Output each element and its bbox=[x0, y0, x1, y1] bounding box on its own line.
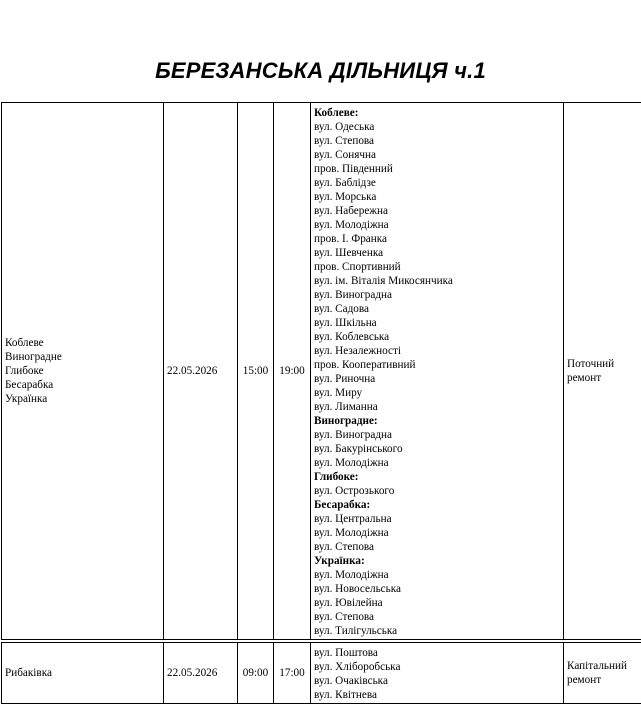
street-name: вул. Очаківська bbox=[314, 675, 388, 687]
street-name: вул. Коблевська bbox=[314, 331, 390, 343]
settlement-name: Рибаківка bbox=[5, 667, 52, 679]
table-row bbox=[2, 643, 641, 704]
street-name: вул. Степова bbox=[314, 541, 375, 553]
table-row bbox=[2, 103, 641, 640]
street-name: вул. Степова bbox=[314, 135, 375, 147]
locality-heading: Глибоке: bbox=[314, 471, 359, 483]
street-name: вул. Одеська bbox=[314, 121, 375, 133]
street-name: вул. Миру bbox=[314, 387, 363, 399]
locality-heading: Українка: bbox=[314, 555, 365, 567]
street-name: вул. Молодіжна bbox=[314, 457, 389, 469]
street-name: вул. Ювілейна bbox=[314, 597, 383, 609]
street-name: вул. Молодіжна bbox=[314, 527, 389, 539]
street-name: вул. Лиманна bbox=[314, 401, 378, 413]
street-name: вул. Центральна bbox=[314, 513, 392, 525]
work-type-text: ремонт bbox=[567, 372, 602, 384]
date-cell: 22.05.2026 bbox=[164, 103, 238, 640]
street-name: вул. Шевченка bbox=[314, 247, 384, 259]
street-name: вул. Незалежності bbox=[314, 345, 401, 357]
street-name: вул. Бакурінського bbox=[314, 443, 403, 455]
streets-cell bbox=[311, 103, 564, 640]
work-type-text: Капітальний bbox=[567, 660, 627, 672]
street-name: вул. Набережна bbox=[314, 205, 388, 217]
outage-schedule-table bbox=[1, 102, 641, 704]
time-from-cell: 15:00 bbox=[238, 103, 274, 640]
page-title: БЕРЕЗАНСЬКА ДІЛЬНИЦЯ ч.1 bbox=[155, 58, 486, 83]
street-name: вул. Шкільна bbox=[314, 317, 377, 329]
street-name: вул. Виноградна bbox=[314, 429, 393, 441]
street-name: пров. І. Франка bbox=[314, 233, 387, 245]
street-name: пров. Спортивний bbox=[314, 261, 401, 273]
time-to-cell: 17:00 bbox=[274, 643, 311, 704]
work-type-text: ремонт bbox=[567, 674, 602, 686]
settlements-cell bbox=[2, 643, 164, 704]
street-name: пров. Кооперативний bbox=[314, 359, 416, 371]
settlement-name: Коблеве bbox=[5, 337, 44, 349]
locality-heading: Коблеве: bbox=[314, 107, 359, 119]
work-type-cell bbox=[564, 103, 641, 640]
street-name: вул. Острозького bbox=[314, 485, 395, 497]
settlement-name: Глибоке bbox=[5, 365, 44, 377]
street-name: вул. Садова bbox=[314, 303, 369, 315]
street-name: вул. Хліборобська bbox=[314, 661, 401, 673]
settlement-name: Виноградне bbox=[5, 351, 62, 363]
street-name: вул. Баблідзе bbox=[314, 177, 376, 189]
street-name: вул. Риночна bbox=[314, 373, 376, 385]
time-from-cell: 09:00 bbox=[238, 643, 274, 704]
street-name: вул. Виноградна bbox=[314, 289, 393, 301]
time-to-cell: 19:00 bbox=[274, 103, 311, 640]
settlements-cell bbox=[2, 103, 164, 640]
street-name: вул. Степова bbox=[314, 611, 375, 623]
table-body bbox=[2, 103, 641, 704]
street-name: вул. Молодіжна bbox=[314, 569, 389, 581]
settlement-name: Українка bbox=[5, 393, 48, 405]
street-name: вул. Поштова bbox=[314, 647, 378, 659]
street-name: вул. Сонячна bbox=[314, 149, 376, 161]
street-name: вул. Молодіжна bbox=[314, 219, 389, 231]
locality-heading: Виноградне: bbox=[314, 415, 378, 427]
street-name: пров. Південний bbox=[314, 163, 393, 175]
work-type-cell bbox=[564, 643, 641, 704]
settlement-name: Бесарабка bbox=[5, 379, 54, 391]
date-cell: 22.05.2026 bbox=[164, 643, 238, 704]
street-name: вул. Квітнева bbox=[314, 689, 377, 701]
street-name: вул. Новосельська bbox=[314, 583, 401, 595]
work-type-text: Поточний bbox=[567, 358, 615, 370]
street-name: вул. ім. Віталія Микосянчика bbox=[314, 275, 453, 287]
locality-heading: Бесарабка: bbox=[314, 499, 371, 511]
streets-cell bbox=[311, 643, 564, 704]
street-name: вул. Морська bbox=[314, 191, 377, 203]
street-name: вул. Тилігульська bbox=[314, 625, 398, 637]
